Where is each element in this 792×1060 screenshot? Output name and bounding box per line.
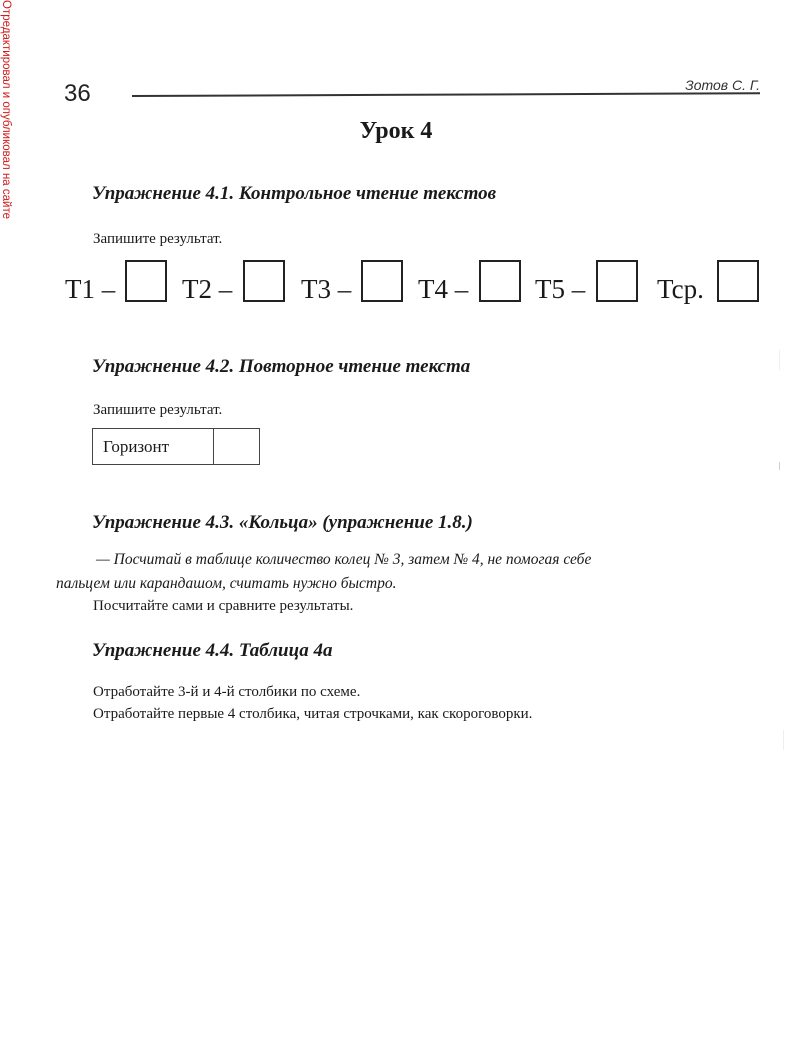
exercise-4-4-title: Упражнение 4.4. Таблица 4а (92, 640, 333, 661)
exercise-4-3-quote-line1: — Посчитай в таблице количество колец № 3, затем № 4, не помогая себе (96, 551, 592, 568)
horizon-value-box[interactable] (214, 429, 259, 464)
result-box[interactable] (361, 260, 403, 302)
result-label: T4 – (418, 274, 469, 304)
exercise-4-2-title: Упражнение 4.2. Повторное чтение текста (92, 356, 471, 377)
exercise-4-4-line2: Отработайте первые 4 столбика, читая строчками, как скороговорки. (93, 706, 533, 722)
exercise-4-3-instruction: Посчитайте сами и сравните результаты. (93, 598, 354, 614)
exercise-4-3-quote-line2: пальцем или карандашом, считать нужно быстро. (56, 575, 397, 592)
author-name: Зотов С. Г. (685, 77, 760, 93)
result-box[interactable] (596, 260, 638, 302)
horizon-label: Горизонт (93, 429, 214, 464)
result-label: Tcp. (657, 274, 704, 304)
exercise-4-3-title: Упражнение 4.3. «Кольца» (упражнение 1.8.) (92, 512, 473, 533)
result-box[interactable] (125, 260, 167, 302)
lesson-title: Урок 4 (359, 118, 433, 144)
exercise-4-2-instruction: Запишите результат. (93, 402, 223, 418)
exercise-4-1-instruction: Запишите результат. (93, 231, 223, 247)
scan-artifact (779, 462, 780, 470)
result-fields-row (65, 258, 765, 308)
result-label: T5 – (535, 274, 586, 304)
result-label: T3 – (301, 274, 352, 304)
watermark-label: Отредактировал и опубликовал на сайте (0, 0, 12, 219)
exercise-4-4-line1: Отработайте 3-й и 4-й столбики по схеме. (93, 684, 361, 700)
page-number: 36 (64, 80, 91, 107)
result-box[interactable] (479, 260, 521, 302)
result-box[interactable] (717, 260, 759, 302)
scan-artifact (779, 350, 780, 370)
header-rule (132, 92, 760, 97)
exercise-4-1-title: Упражнение 4.1. Контрольное чтение текстов (92, 183, 497, 204)
scan-artifact (783, 730, 784, 750)
result-label: T2 – (182, 274, 233, 304)
result-label: T1 – (65, 274, 116, 304)
result-box[interactable] (243, 260, 285, 302)
horizon-result-field (92, 428, 260, 465)
